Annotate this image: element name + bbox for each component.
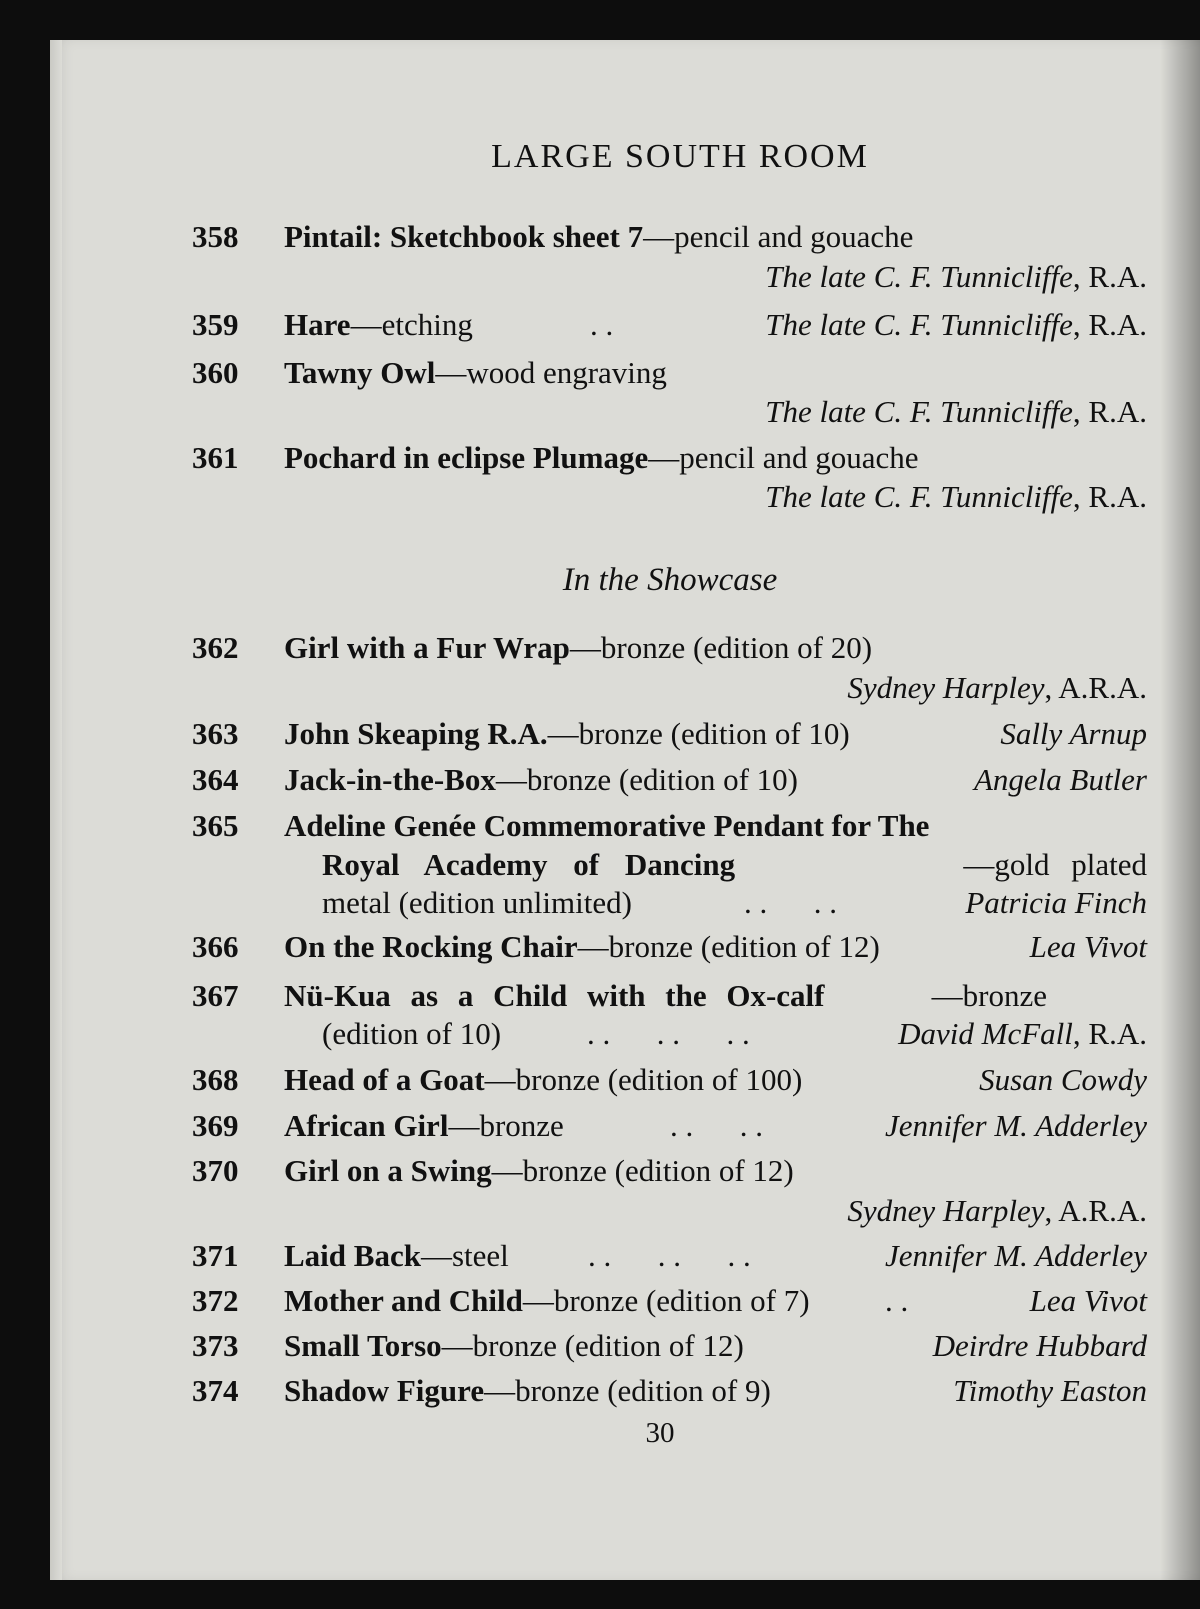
entry-medium: metal (edition unlimited) bbox=[322, 885, 632, 920]
entry-number: 370 bbox=[192, 1153, 239, 1188]
entry-number: 374 bbox=[192, 1373, 239, 1408]
entry-medium: —gold plated bbox=[963, 847, 1147, 882]
entry-number: 371 bbox=[192, 1238, 239, 1273]
entry-medium: —wood engraving bbox=[435, 355, 667, 390]
entry-title: Girl with a Fur Wrap bbox=[284, 630, 570, 665]
entry-artist: Timothy Easton bbox=[953, 1373, 1147, 1408]
leader-dots: . . . . . . bbox=[587, 1016, 750, 1051]
entry-title: Pintail: Sketchbook sheet 7 bbox=[284, 219, 644, 254]
entry-medium: —bronze (edition of 9) bbox=[484, 1373, 771, 1408]
entry-number: 364 bbox=[192, 762, 239, 797]
entry-number: 369 bbox=[192, 1108, 239, 1143]
entry-medium: —bronze (edition of 10) bbox=[547, 716, 850, 751]
entry-number: 372 bbox=[192, 1283, 239, 1318]
entry-medium: —bronze (edition of 20) bbox=[569, 630, 873, 665]
entry-title: Head of a Goat bbox=[284, 1062, 485, 1097]
entry-artist: Deirdre Hubbard bbox=[932, 1328, 1147, 1363]
entry-artist-suffix: , A.R.A. bbox=[1044, 1193, 1147, 1228]
entry-number: 361 bbox=[192, 440, 239, 475]
entry-artist: David McFall bbox=[898, 1016, 1073, 1051]
entry-medium: —bronze (edition of 100) bbox=[484, 1062, 803, 1097]
entry-artist: Sydney Harpley bbox=[847, 1193, 1045, 1228]
page-title: LARGE SOUTH ROOM bbox=[491, 138, 869, 175]
leader-dots: . . bbox=[885, 1283, 909, 1318]
entry-number: 373 bbox=[192, 1328, 239, 1363]
entry-medium: —bronze (edition of 10) bbox=[495, 762, 798, 797]
entry-number: 365 bbox=[192, 808, 239, 843]
section-heading: In the Showcase bbox=[562, 562, 778, 598]
entry-artist-suffix: , R.A. bbox=[1072, 479, 1147, 514]
entry-title: Nü-Kua as a Child with the Ox-calf bbox=[284, 978, 825, 1013]
entry-artist: Angela Butler bbox=[973, 762, 1147, 797]
entry-title: African Girl bbox=[284, 1108, 449, 1143]
entry-title: Shadow Figure bbox=[284, 1373, 485, 1408]
entry-artist: The late C. F. Tunnicliffe bbox=[765, 259, 1073, 294]
entry-artist-suffix: , A.R.A. bbox=[1044, 670, 1147, 705]
entry-title: Small Torso bbox=[284, 1328, 442, 1363]
leader-dots: . . . . bbox=[670, 1108, 763, 1143]
entry-artist: Sydney Harpley bbox=[847, 670, 1045, 705]
entry-medium: —bronze (edition of 12) bbox=[577, 929, 880, 964]
entry-title: Mother and Child bbox=[284, 1283, 523, 1318]
entry-medium: —etching bbox=[350, 307, 473, 342]
entry-title: Tawny Owl bbox=[284, 355, 436, 390]
entry-number: 362 bbox=[192, 630, 239, 665]
entry-artist: Patricia Finch bbox=[965, 885, 1147, 920]
entry-title: Laid Back bbox=[284, 1238, 421, 1273]
entry-medium: —steel bbox=[420, 1238, 509, 1273]
entry-title: Adeline Genée Commemorative Pendant for The bbox=[284, 808, 930, 843]
entry-artist-suffix: , R.A. bbox=[1072, 307, 1147, 342]
entry-number: 363 bbox=[192, 716, 239, 751]
entry-title: Jack-in-the-Box bbox=[284, 762, 496, 797]
entry-number: 359 bbox=[192, 307, 239, 342]
entry-number: 367 bbox=[192, 978, 239, 1013]
entry-title: Royal Academy of Dancing bbox=[322, 847, 736, 882]
entry-artist: Lea Vivot bbox=[1029, 1283, 1147, 1318]
entry-medium: —pencil and gouache bbox=[648, 440, 919, 475]
entry-medium: —bronze bbox=[448, 1108, 564, 1143]
entry-artist: Lea Vivot bbox=[1029, 929, 1147, 964]
entry-artist-suffix: , R.A. bbox=[1072, 1016, 1147, 1051]
entry-number: 358 bbox=[192, 219, 239, 254]
entry-artist: Sally Arnup bbox=[1000, 716, 1147, 751]
entry-title: On the Rocking Chair bbox=[284, 929, 578, 964]
entry-number: 368 bbox=[192, 1062, 239, 1097]
entry-artist: The late C. F. Tunnicliffe bbox=[765, 394, 1073, 429]
entry-title: Hare bbox=[284, 307, 351, 342]
entry-medium: —bronze (edition of 12) bbox=[441, 1328, 744, 1363]
leader-dots: . . . . . . bbox=[588, 1238, 751, 1273]
entry-number: 366 bbox=[192, 929, 239, 964]
entry-medium: —pencil and gouache bbox=[643, 219, 914, 254]
entry-medium: (edition of 10) bbox=[322, 1016, 502, 1051]
entry-artist: Susan Cowdy bbox=[979, 1062, 1147, 1097]
entry-artist: Jennifer M. Adderley bbox=[885, 1108, 1147, 1143]
leader-dots: . . bbox=[590, 307, 614, 342]
entry-title: Pochard in eclipse Plumage bbox=[284, 440, 649, 475]
entry-artist: Jennifer M. Adderley bbox=[885, 1238, 1147, 1273]
entry-title: Girl on a Swing bbox=[284, 1153, 492, 1188]
entry-number: 360 bbox=[192, 355, 239, 390]
entry-artist: The late C. F. Tunnicliffe bbox=[765, 307, 1073, 342]
entry-medium: —bronze bbox=[931, 978, 1047, 1013]
leader-dots: . . . . bbox=[744, 885, 837, 920]
entry-medium: —bronze (edition of 12) bbox=[491, 1153, 794, 1188]
entry-medium: —bronze (edition of 7) bbox=[522, 1283, 810, 1318]
page-number: 30 bbox=[645, 1417, 675, 1449]
entry-title: John Skeaping R.A. bbox=[284, 716, 548, 751]
entry-artist: The late C. F. Tunnicliffe bbox=[765, 479, 1073, 514]
entry-artist-suffix: , R.A. bbox=[1072, 259, 1147, 294]
entry-artist-suffix: , R.A. bbox=[1072, 394, 1147, 429]
